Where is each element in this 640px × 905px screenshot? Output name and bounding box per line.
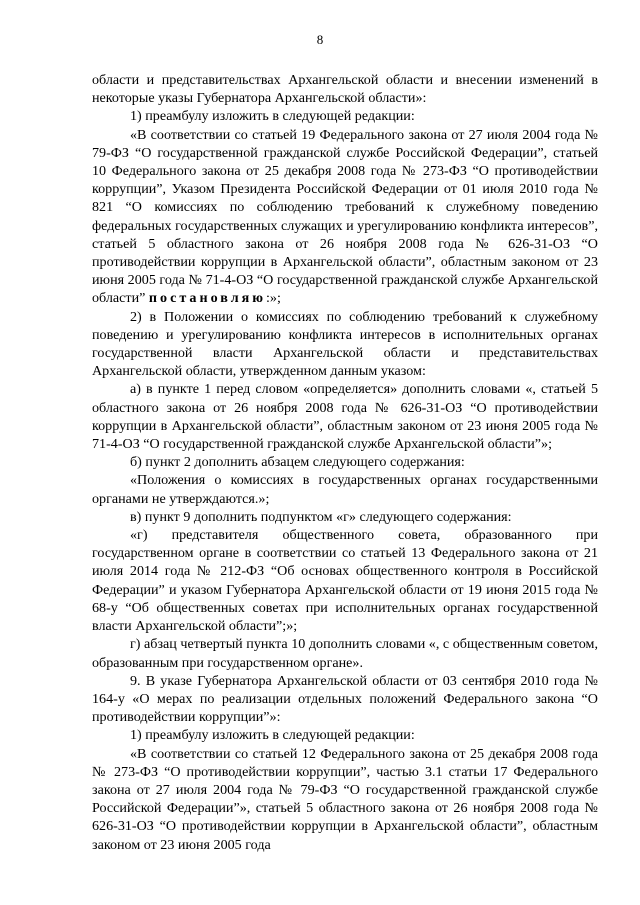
paragraph-text: «г) представителя общественного совета, образованного при государственном органе в соответствии со статьей 13 Федерального закона от 21 июля 2014 года № 212-ФЗ “Об основах общественного контроля в Российской Федерации” и указом Губернатора Архангельской области от 19 июня 2015 года № 68-у “Об общественных советах при исполнительных органах государственной власти Архангельской области”;»; — [92, 527, 598, 635]
paragraph-p8 — [92, 508, 598, 526]
paragraph-p10 — [92, 635, 598, 671]
paragraph-text: 1) преамбулу изложить в следующей редакции: — [130, 108, 415, 125]
paragraph-p9 — [92, 526, 598, 635]
paragraph-text: а) в пункте 1 перед словом «определяется» дополнить словами «, статьей 5 областного закона от 26 ноября 2008 года № 626-31-ОЗ “О противодействии коррупции в Архангельской области”, областным законом от 23 июня 2005 года № 71-4-ОЗ “О государственной гражданской службе Архангельской области”»; — [92, 381, 598, 453]
paragraph-p1 — [92, 71, 598, 107]
paragraph-p6 — [92, 453, 598, 471]
paragraph-text: «В соответствии со статьей 19 Федерального закона от 27 июля 2004 года № 79-ФЗ “О государственной гражданской службе Российской Федерации”, статьей 10 Федерального закона от 25 декабря 2008 года № 273-ФЗ “О противодействии коррупции”, Указом Президента Российской Федерации от 01 июля 2010 года № 821 “О комиссиях по соблюдению требований к служебному поведению федеральных государственных служащих и урегулированию конфликта интересов”, статьей 5 областного закона от 26 ноября 2008 года № 626-31-ОЗ “О противодействии коррупции в Архангельской области”, областным законом от 23 июня 2005 года № 71-4-ОЗ “О государственной гражданской службе Архангельской области” — [92, 126, 598, 307]
paragraph-p3 — [92, 126, 598, 308]
paragraph-text: области и представительствах Архангельской области и внесении изменений в некоторые указы Губернатора Архангельской области»: — [92, 72, 598, 107]
paragraph-p4 — [92, 308, 598, 381]
paragraph-text: б) пункт 2 дополнить абзацем следующего содержания: — [130, 454, 465, 471]
paragraph-tail: :»; — [266, 290, 281, 307]
paragraph-p7 — [92, 471, 598, 507]
decree-keyword: постановляю — [148, 290, 267, 307]
paragraph-p12 — [92, 726, 598, 744]
paragraph-p13 — [92, 745, 598, 854]
paragraph-text: «В соответствии со статьей 12 Федерального закона от 25 декабря 2008 года № 273-ФЗ “О противодействии коррупции”, частью 3.1 статьи 17 Федерального закона от 27 июля 2004 года № 79-ФЗ “О государственной гражданской службе Российской Федерации”», статьей 5 областного закона от 26 ноября 2008 года № 626-31-ОЗ “О противодействии коррупции в Архангельской области”, областным законом от 23 июня 2005 года — [92, 745, 598, 853]
paragraph-text: 9. В указе Губернатора Архангельской области от 03 сентября 2010 года № 164-у «О мерах по реализации отдельных положений Федерального закона “О противодействии коррупции”»: — [92, 672, 598, 726]
page-number: 8 — [316, 32, 324, 47]
paragraph-text: 2) в Положении о комиссиях по соблюдению требований к служебному поведению и урегулированию конфликта интересов в исполнительных органах государственной власти Архангельской области и представительствах Архангельской области, утвержденном данным указом: — [92, 308, 598, 380]
paragraph-text: г) абзац четвертый пункта 10 дополнить словами «, с общественным советом, образованным при государственном органе». — [92, 636, 598, 671]
paragraph-p11 — [92, 672, 598, 727]
paragraph-p2 — [92, 107, 598, 125]
paragraph-text: «Положения о комиссиях в государственных органах государственными органами не утверждаются.»; — [92, 472, 598, 507]
paragraph-p5 — [92, 380, 598, 453]
document-body — [92, 71, 598, 854]
paragraph-text: 1) преамбулу изложить в следующей редакции: — [130, 727, 415, 744]
paragraph-text: в) пункт 9 дополнить подпунктом «г» следующего содержания: — [130, 508, 512, 525]
